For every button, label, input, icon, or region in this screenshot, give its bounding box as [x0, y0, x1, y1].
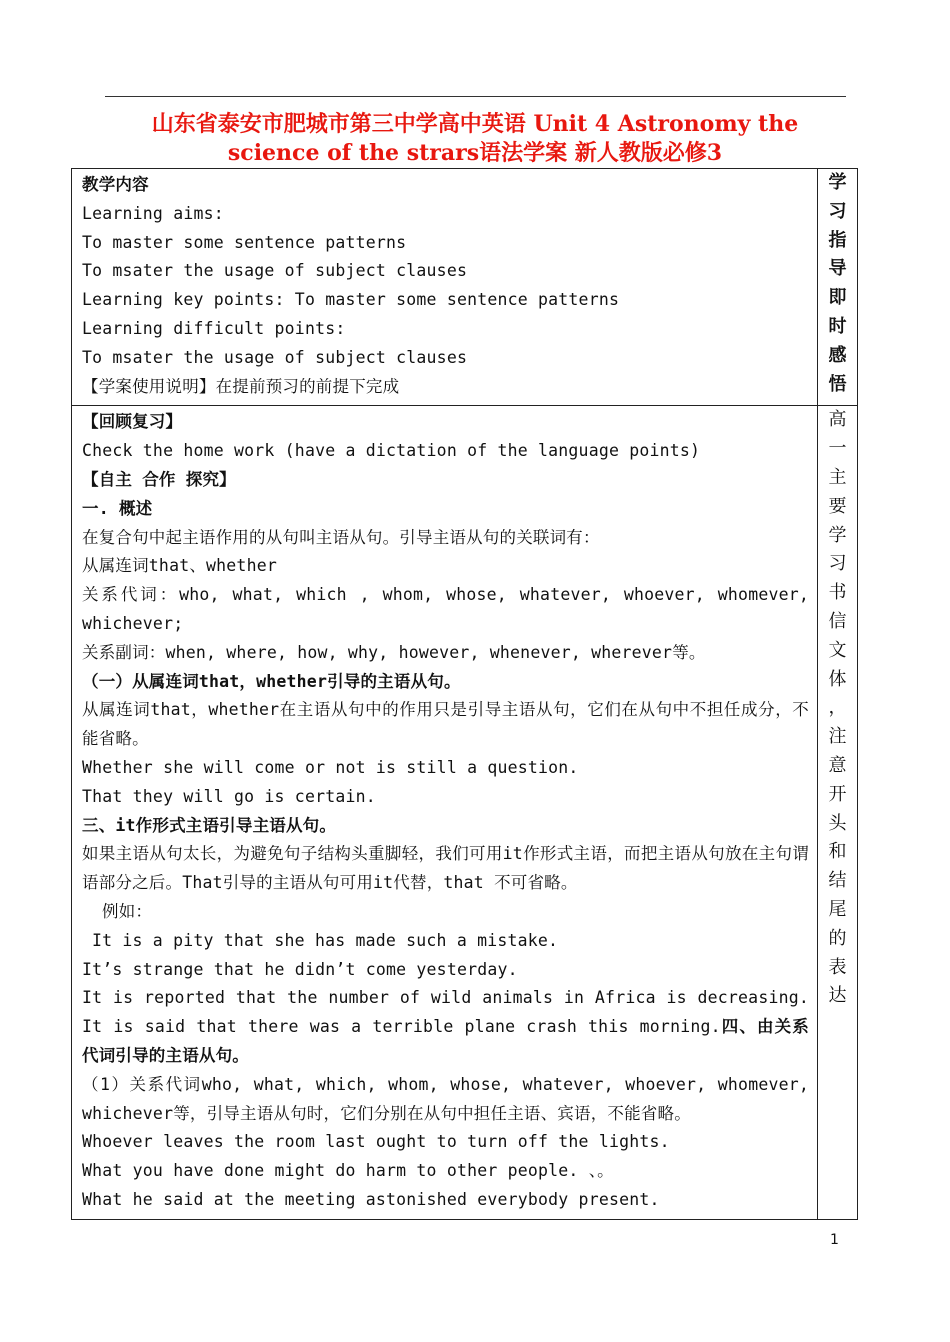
side-char: 结	[828, 870, 847, 892]
guidance-side-cell	[818, 169, 858, 406]
subsection-heading: 四、由关系代词引导的主语从句。	[82, 1017, 809, 1065]
side-char: 学	[828, 524, 847, 546]
list-item: Learning aims:	[82, 203, 224, 223]
objectives-cell	[72, 169, 818, 406]
explore-heading: 【自主 合作 探究】	[82, 469, 236, 489]
side-char: 感	[828, 344, 847, 366]
header-rule	[105, 96, 846, 97]
example-sentence: That they will go is certain.	[82, 786, 376, 806]
example-sentence: Whoever leaves the room last ought to turn off the lights.	[82, 1132, 670, 1152]
side-char: 时	[828, 315, 847, 337]
side-char: 和	[828, 841, 847, 863]
side-char: 文	[828, 639, 847, 661]
example-sentence: It’s strange that he didn’t come yesterday.	[82, 959, 518, 979]
document-title	[100, 110, 850, 168]
example-sentence: What you have done might do harm to other people. 、。	[82, 1161, 614, 1181]
review-text: Check the home work (have a dictation of the language points)	[82, 441, 701, 461]
overview-heading: 一. 概述	[82, 498, 153, 518]
side-char: 导	[828, 258, 847, 280]
side-char: 主	[828, 466, 847, 488]
side-char: 要	[828, 495, 847, 517]
list-item: To master some sentence patterns	[82, 232, 407, 252]
relative-pronoun-line: 关系代词：who, what, which , whom, whose, whatever, whoever, whomever, whichever;	[82, 585, 809, 633]
lesson-table	[71, 168, 858, 1220]
page-number: 1	[830, 1232, 839, 1248]
example-label: 例如：	[102, 901, 153, 921]
example-sentence: It is a pity that she has made such a mistake.	[92, 930, 559, 950]
example-sentence: What he said at the meeting astonished everybody present.	[82, 1189, 660, 1209]
section-heading: 教学内容	[82, 175, 149, 194]
notes-side-cell	[818, 406, 858, 1219]
side-char: 悟	[828, 373, 847, 395]
side-char: 意	[828, 754, 847, 776]
subsection-heading: （一）从属连词that，whether引导的主语从句。	[82, 671, 461, 691]
side-char: 注	[828, 726, 847, 748]
side-char: 头	[828, 812, 847, 834]
side-char: 体	[828, 668, 847, 690]
side-char: 学	[828, 172, 847, 193]
list-item: Learning difficult points:	[82, 318, 346, 338]
relative-adverb-line: 关系副词：when, where, how, why, however, whenever, wherever等。	[82, 642, 706, 662]
conjunction-line: 从属连词that、whether	[82, 556, 277, 576]
list-item: To msater the usage of subject clauses	[82, 347, 468, 367]
list-item: Learning key points: To master some sentence patterns	[82, 290, 620, 310]
side-char: 习	[828, 200, 847, 222]
side-char: 达	[828, 985, 847, 1007]
side-char: 高	[828, 409, 847, 431]
side-char: 开	[828, 783, 847, 805]
list-item: To msater the usage of subject clauses	[82, 261, 468, 281]
side-char: 习	[828, 553, 847, 575]
subsection-text: （1）关系代词who, what, which, whom, whose, whatever, whoever, whomever, whichever等，引导主语从句时，它们分别在从句中担任主语、宾语，不能省略。	[82, 1074, 809, 1123]
side-char: 即	[828, 287, 847, 309]
title-line-1: 山东省泰安市肥城市第三中学高中英语 Unit 4 Astronomy the	[151, 111, 799, 137]
example-sentence: It is reported that the number of wild animals in Africa is decreasing. It is said that there was a terrible plane crash this morning.	[82, 988, 809, 1037]
overview-text: 在复合句中起主语作用的从句叫主语从句。引导主语从句的关联词有：	[82, 527, 600, 547]
title-line-2: science of the strars语法学案 新人教版必修3	[227, 140, 723, 166]
side-char: 信	[828, 610, 847, 632]
review-heading: 【回顾复习】	[82, 412, 183, 432]
example-sentence: Whether she will come or not is still a question.	[82, 757, 579, 777]
content-cell	[72, 406, 818, 1219]
side-char: 表	[828, 956, 847, 978]
subsection-text: 从属连词that，whether在主语从句中的作用只是引导主语从句，它们在从句中不担任成分，不能省略。	[82, 700, 809, 749]
usage-note: 【学案使用说明】在提前预习的前提下完成	[82, 376, 400, 396]
table-row-content	[72, 406, 858, 1219]
side-char: 尾	[828, 898, 847, 920]
side-char: 的	[828, 927, 847, 949]
side-char: 书	[828, 582, 847, 604]
example-paragraph	[82, 984, 809, 1070]
side-char: 一	[828, 438, 847, 460]
side-char: ，	[828, 697, 847, 719]
side-char: 指	[828, 229, 847, 251]
subsection-heading: 三、it作形式主语引导主语从句。	[82, 815, 337, 835]
subsection-text: 如果主语从句太长，为避免句子结构头重脚轻，我们可用it作形式主语，而把主语从句放在主句谓语部分之后。That引导的主语从句可用it代替，that 不可省略。	[82, 844, 809, 893]
table-row-objectives	[72, 169, 858, 406]
